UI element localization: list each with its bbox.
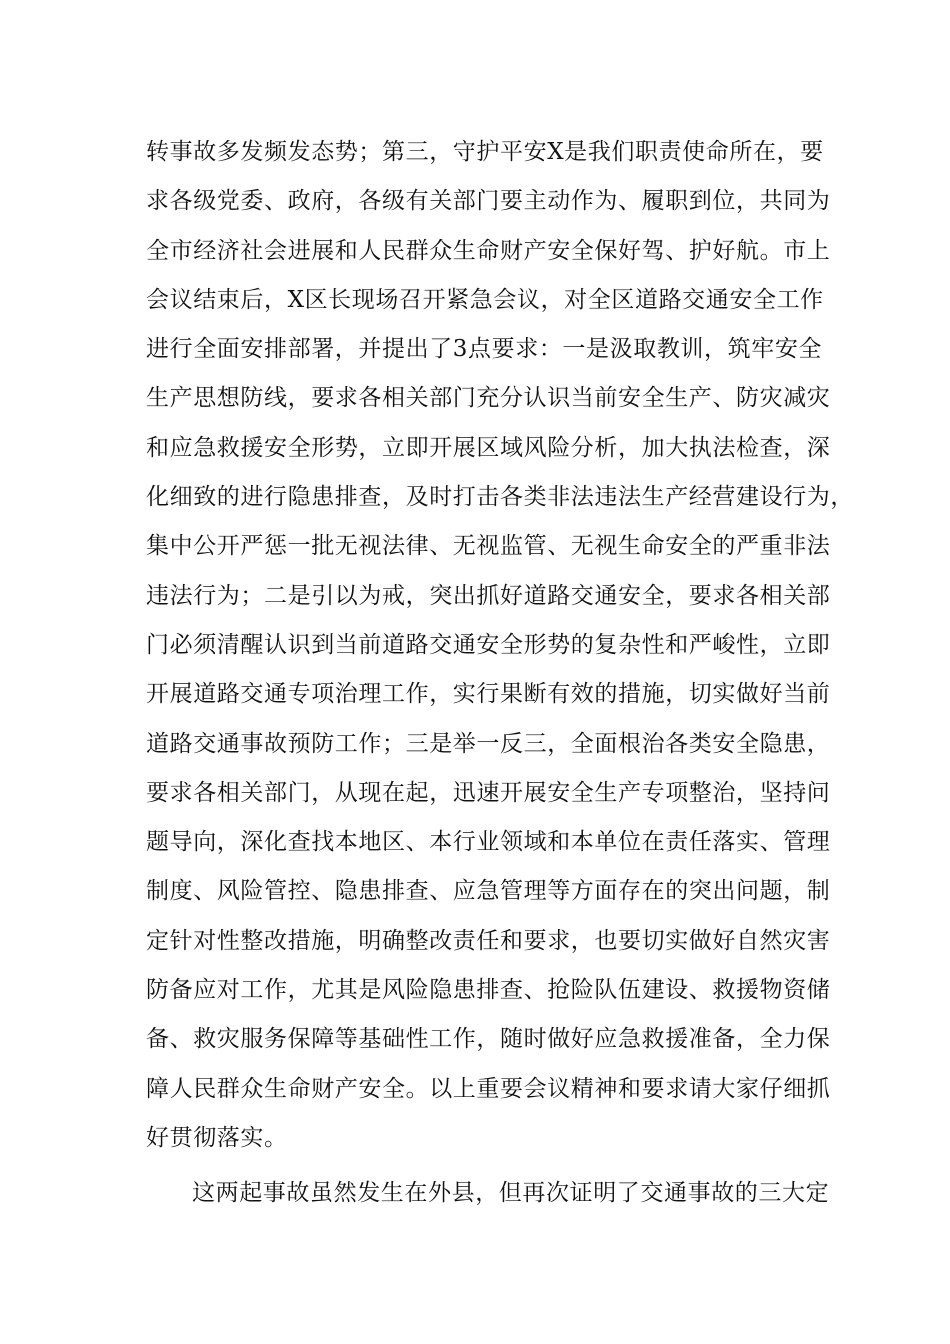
- body-text: [146, 128, 854, 1219]
- paragraph-line: 生产思想防线，要求各相关部门充分认识当前安全生产、防灾减灾: [146, 385, 831, 412]
- paragraph-line: 违法行为；二是引以为戒，突出抓好道路交通安全，要求各相关部: [146, 582, 831, 609]
- paragraph-line: 进行全面安排部署，并提出了3点要求：一是汲取教训，筑牢安全: [146, 336, 823, 363]
- paragraph-line: 化细致的进行隐患排查，及时打击各类非法违法生产经营建设行为，: [146, 484, 854, 511]
- paragraph-line: 这两起事故虽然发生在外县，但再次证明了交通事故的三大定: [192, 1180, 830, 1207]
- paragraph-line: 转事故多发频发态势；第三，守护平安X是我们职责使命所在，要: [146, 139, 824, 165]
- paragraph-line: 备、救灾服务保障等基础性工作，随时做好应急救援准备，全力保: [146, 1026, 831, 1053]
- paragraph-line: 障人民群众生命财产安全。以上重要会议精神和要求请大家仔细抓: [146, 1075, 831, 1102]
- paragraph-line: 门必须清醒认识到当前道路交通安全形势的复杂性和严峻性，立即: [146, 631, 831, 658]
- paragraph-line: 好贯彻落实。: [146, 1124, 288, 1151]
- paragraph-line: 和应急救援安全形势，立即开展区域风险分析，加大执法检查，深: [146, 434, 831, 461]
- paragraph-line: 全市经济社会进展和人民群众生命财产安全保好驾、护好航。市上: [146, 237, 831, 264]
- paragraph-line: 道路交通事故预防工作；三是举一反三，全面根治各类安全隐患，: [146, 730, 831, 757]
- paragraph-line: 定针对性整改措施，明确整改责任和要求，也要切实做好自然灾害: [146, 927, 831, 954]
- paragraph-line: 求各级党委、政府，各级有关部门要主动作为、履职到位，共同为: [146, 188, 831, 215]
- paragraph-line: 制度、风险管控、隐患排查、应急管理等方面存在的突出问题，制: [146, 878, 831, 905]
- paragraph-line: 会议结束后，X区长现场召开紧急会议，对全区道路交通安全工作: [146, 286, 824, 313]
- paragraph-line: 题导向，深化查找本地区、本行业领域和本单位在责任落实、管理: [146, 829, 831, 856]
- paragraph-line: 要求各相关部门，从现在起，迅速开展安全生产专项整治，坚持问: [146, 779, 831, 806]
- paragraph-line: 开展道路交通专项治理工作，实行果断有效的措施，切实做好当前: [146, 681, 831, 708]
- paragraph-line: 防备应对工作，尤其是风险隐患排查、抢险队伍建设、救援物资储: [146, 977, 831, 1004]
- paragraph-line: 集中公开严惩一批无视法律、无视监管、无视生命安全的严重非法: [146, 533, 831, 560]
